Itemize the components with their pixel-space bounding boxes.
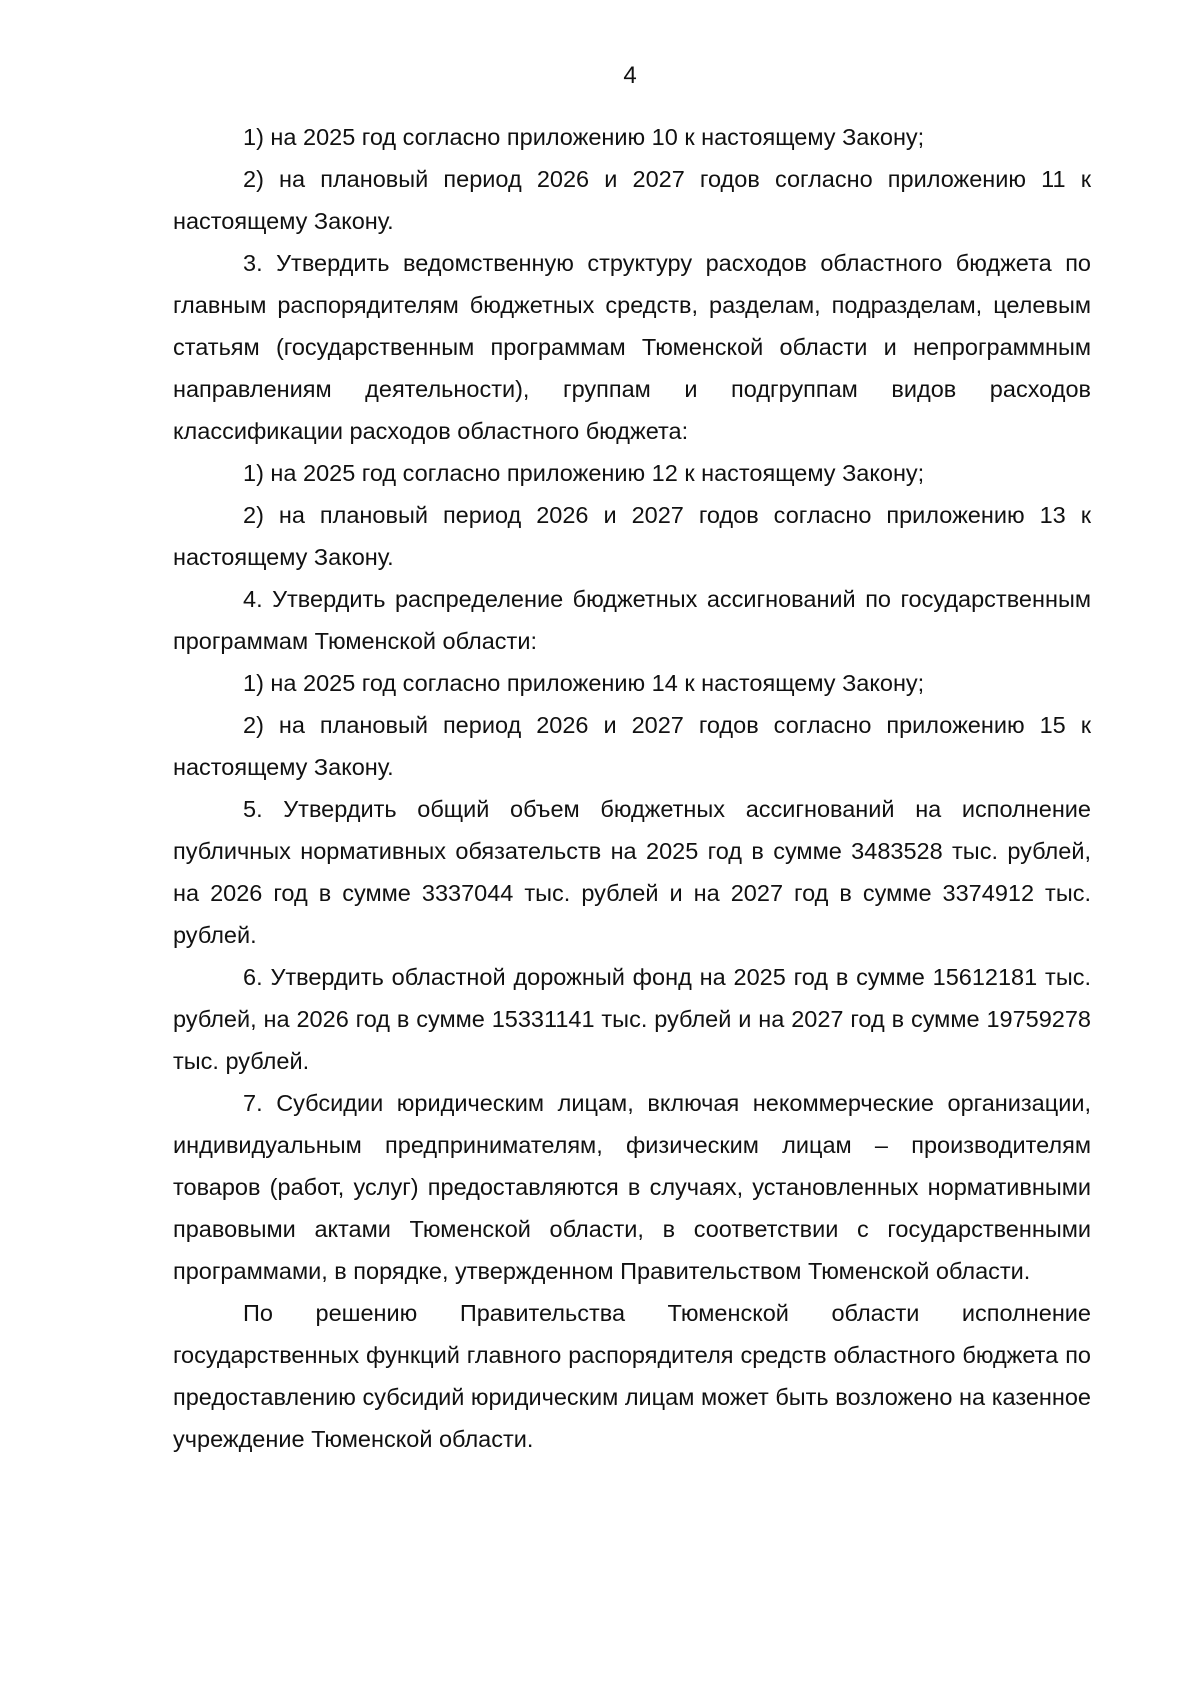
paragraph-section-4: 4. Утвердить распределение бюджетных ассигнований по государственным программам Тюменской области:	[173, 586, 1091, 654]
paragraph-item-2-plan-period: 2) на плановый период 2026 и 2027 годов согласно приложению 11 к настоящему Закону.	[173, 166, 1091, 234]
paragraph-item-1-2025: 1) на 2025 год согласно приложению 10 к настоящему Закону;	[243, 124, 925, 150]
paragraph-section-3: 3. Утвердить ведомственную структуру расходов областного бюджета по главным распорядителям бюджетных средств, разделам, подразделам, целевым статьям (государственным программам Тюменской области и непрограммным направлениям деятельности), группам и подгруппам видов расходов классификации расходов областного бюджета:	[173, 250, 1091, 444]
page-number: 4	[623, 62, 637, 89]
paragraph-section-6: 6. Утвердить областной дорожный фонд на 2025 год в сумме 15612181 тыс. рублей, на 2026 год в сумме 15331141 тыс. рублей и на 2027 год в сумме 19759278 тыс. рублей.	[173, 964, 1091, 1074]
paragraph-item-1-2025-app12: 1) на 2025 год согласно приложению 12 к настоящему Закону;	[243, 460, 925, 486]
paragraph-section-7: 7. Субсидии юридическим лицам, включая некоммерческие организации, индивидуальным предпринимателям, физическим лицам – производителям товаров (работ, услуг) предоставляются в случаях, установленных нормативными правовыми актами Тюменской области, в соответствии с государственными программами, в порядке, утвержденном Правительством Тюменской области.	[173, 1090, 1091, 1284]
document-body	[173, 116, 1091, 1460]
paragraph-item-2-plan-period-app15: 2) на плановый период 2026 и 2027 годов согласно приложению 15 к настоящему Закону.	[173, 712, 1091, 780]
paragraph-item-2-plan-period-app13: 2) на плановый период 2026 и 2027 годов согласно приложению 13 к настоящему Закону.	[173, 502, 1091, 570]
paragraph-section-5: 5. Утвердить общий объем бюджетных ассигнований на исполнение публичных нормативных обязательств на 2025 год в сумме 3483528 тыс. рублей, на 2026 год в сумме 3337044 тыс. рублей и на 2027 год в сумме 3374912 тыс. рублей.	[173, 796, 1091, 948]
paragraph-government-decision: По решению Правительства Тюменской области исполнение государственных функций главного распорядителя средств областного бюджета по предоставлению субсидий юридическим лицам может быть возложено на казенное учреждение Тюменской области.	[173, 1300, 1091, 1452]
paragraph-item-1-2025-app14: 1) на 2025 год согласно приложению 14 к настоящему Закону;	[243, 670, 925, 696]
